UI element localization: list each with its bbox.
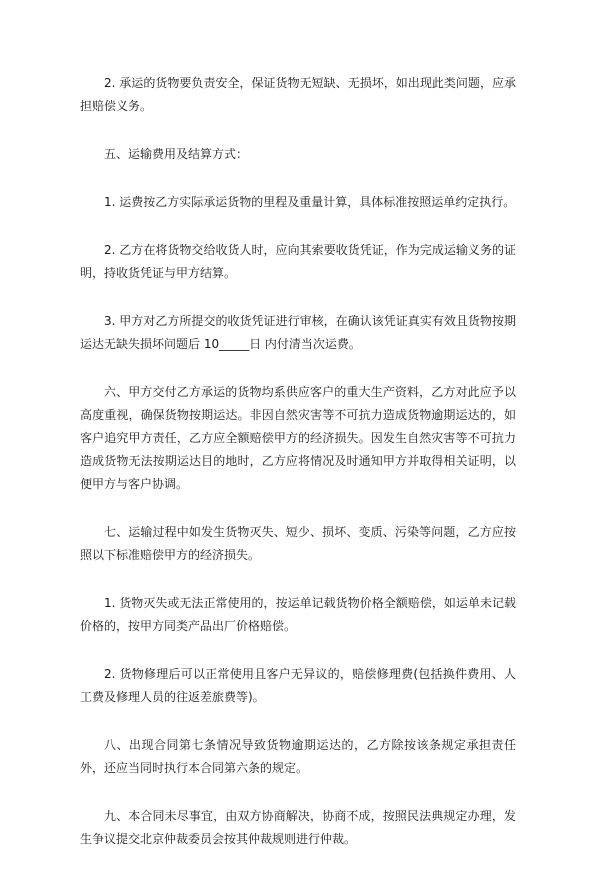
section-9-paragraph: 九、本合同未尽事宜，由双方协商解决，协商不成，按照民法典规定办理，发生争议提交北京仲裁委员会按其仲裁规则进行仲裁。 <box>80 809 516 846</box>
clause-7-item-1: 1. 货物灭失或无法正常使用的，按运单记载货物价格全额赔偿，如运单未记载价格的，按甲方同类产品出厂价格赔偿。 <box>80 596 516 633</box>
clause-7-item-2: 2. 货物修理后可以正常使用且客户无异议的，赔偿修理费(包括换件费用、人工费及修理人员的往返差旅费等)。 <box>80 667 516 704</box>
document-body <box>80 72 516 876</box>
section-5-heading: 五、运输费用及结算方式： <box>104 147 249 161</box>
clause-5-item-3: 3. 甲方对乙方所提交的收货凭证进行审核，在确认该凭证真实有效且货物按期运达无缺失损坏问题后 10_____日 内付清当次运费。 <box>80 314 516 351</box>
section-7-paragraph: 七、运输过程中如发生货物灭失、短少、损坏、变质、污染等问题，乙方应按照以下标准赔偿甲方的经济损失。 <box>80 525 516 562</box>
section-8-paragraph: 八、出现合同第七条情况导致货物逾期运达的，乙方除按该条规定承担责任外，还应当同时执行本合同第六条的规定。 <box>80 738 516 775</box>
clause-5-item-1: 1. 运费按乙方实际承运货物的里程及重量计算，具体标准按照运单约定执行。 <box>104 195 516 209</box>
clause-5-item-2: 2. 乙方在将货物交给收货人时，应向其索要收货凭证，作为完成运输义务的证明，持收货凭证与甲方结算。 <box>80 243 516 280</box>
clause-4-item-2: 2. 承运的货物要负责安全，保证货物无短缺、无损坏，如出现此类问题，应承担赔偿义务。 <box>80 76 516 113</box>
section-6-paragraph: 六、甲方交付乙方承运的货物均系供应客户的重大生产资料，乙方对此应予以高度重视，确保货物按期运达。非因自然灾害等不可抗力造成货物逾期运达的，如客户追究甲方责任，乙方应全额赔偿甲方的经济损失。因发生自然灾害等不可抗力造成货物无法按期运达目的地时，乙方应将情况及时通知甲方并取得相关证明，以便甲方与客户协调。 <box>80 385 516 491</box>
